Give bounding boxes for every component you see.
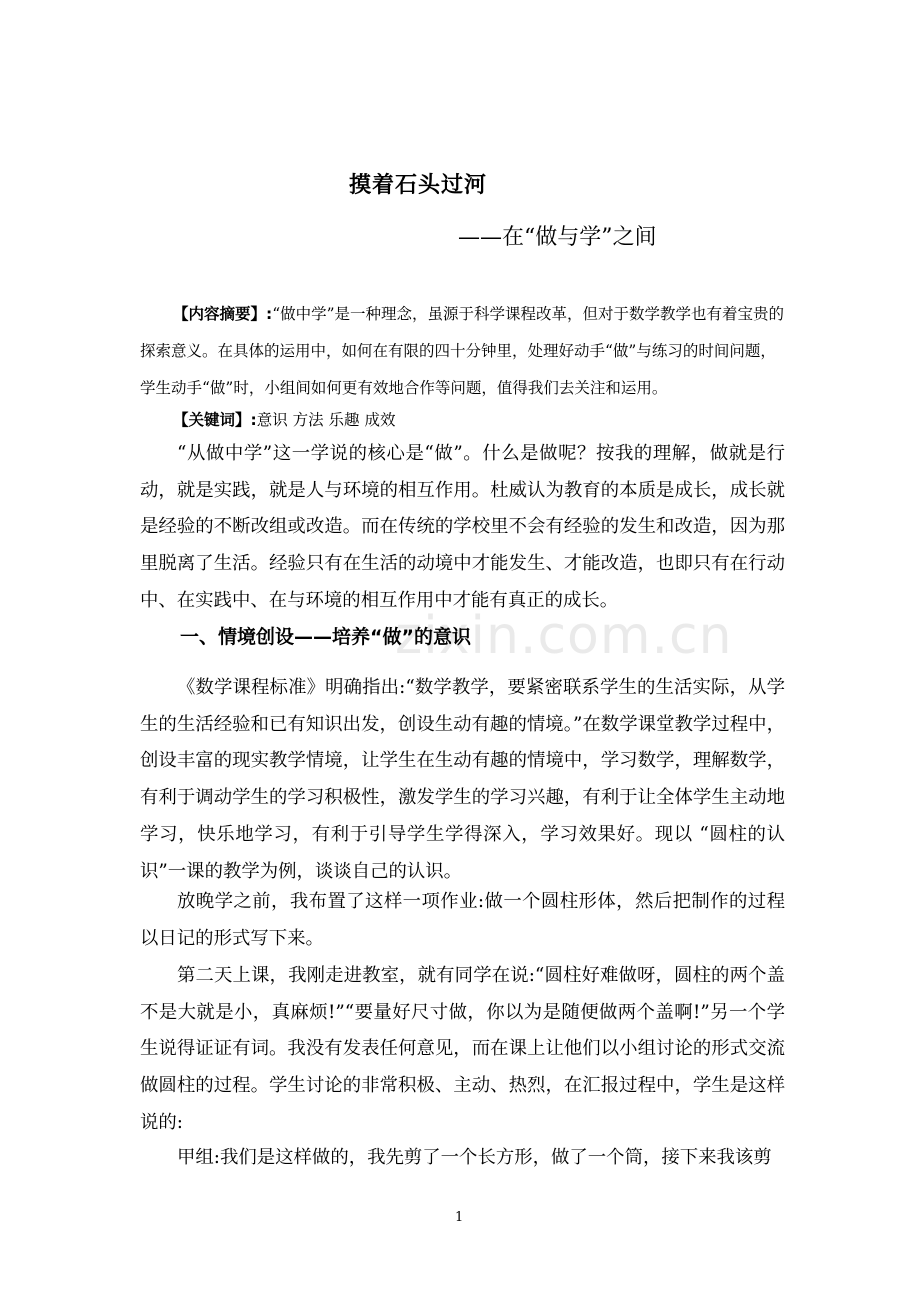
keywords-line xyxy=(173,408,396,430)
page-number: 1 xyxy=(455,1210,464,1225)
document-title: 摸着石头过河 xyxy=(349,173,488,198)
abstract-text: “做中学”是一种理念，虽源于科学课程改革，但对于数学教学也有着宝贵的探索意义。在具体的运用中，如何在有限的四十分钟里，处理好动手“做”与练习的时间问题，学生动手“做”时，小组间如何更有效地合作等问题，值得我们去关注和运用。 xyxy=(140,305,785,397)
body-paragraph-4: 第二天上课，我刚走进教室，就有同学在说:“圆柱好难做呀，圆柱的两个盖不是大就是小，真麻烦!”“要量好尺寸做，你以为是随便做两个盖啊!”另一个学生说得证证有词。我没有发表任何意见，而在课上让他们以小组讨论的形式交流做圆柱的过程。学生讨论的非常积极、主动、热烈，在汇报过程中，学生是这样说的: xyxy=(140,965,785,1133)
document-subtitle: ——在“做与学”之间 xyxy=(458,225,657,250)
keywords-label: 【关键词】: xyxy=(173,411,257,429)
abstract-block xyxy=(140,296,785,407)
body-paragraph-5: 甲组:我们是这样做的，我先剪了一个长方形，做了一个筒，接下来我该剪 xyxy=(177,1147,772,1168)
watermark-text: zixin.com.cn xyxy=(395,606,733,666)
body-paragraph-3: 放晚学之前，我布置了这样一项作业:做一个圆柱形体，然后把制作的过程以日记的形式写下来。 xyxy=(140,891,785,949)
section-heading: 一、情境创设——培养“做”的意识 xyxy=(180,626,471,648)
keywords-text: 意识 方法 乐趣 成效 xyxy=(256,411,396,429)
abstract-label: 【内容摘要】: xyxy=(173,305,273,323)
body-paragraph-2: 《数学课程标准》明确指出:“数学教学，要紧密联系学生的生活实际，从学生的生活经验和已有知识出发，创设生动有趣的情境。”在数学课堂教学过程中，创设丰富的现实教学情境，让学生在生动有趣的情境中，学习数学，理解数学，有利于调动学生的学习积极性，激发学生的学习兴趣，有利于让全体学生主动地学习，快乐地学习，有利于引导学生学得深入，学习效果好。现以 “圆柱的认识”一课的教学为例，谈谈自己的认识。 xyxy=(140,677,785,882)
abstract-paragraph xyxy=(140,296,785,407)
body-paragraph-1: “从做中学”这一学说的核心是“做”。什么是做呢？按我的理解，做就是行动，就是实践，就是人与环境的相互作用。杜威认为教育的本质是成长，成长就是经验的不断改组或改造。而在传统的学校里不会有经验的发生和改造，因为那里脱离了生活。经验只有在生活的动境中才能发生、才能改造，也即只有在行动中、在实践中、在与环境的相互作用中才能有真正的成长。 xyxy=(140,443,785,611)
